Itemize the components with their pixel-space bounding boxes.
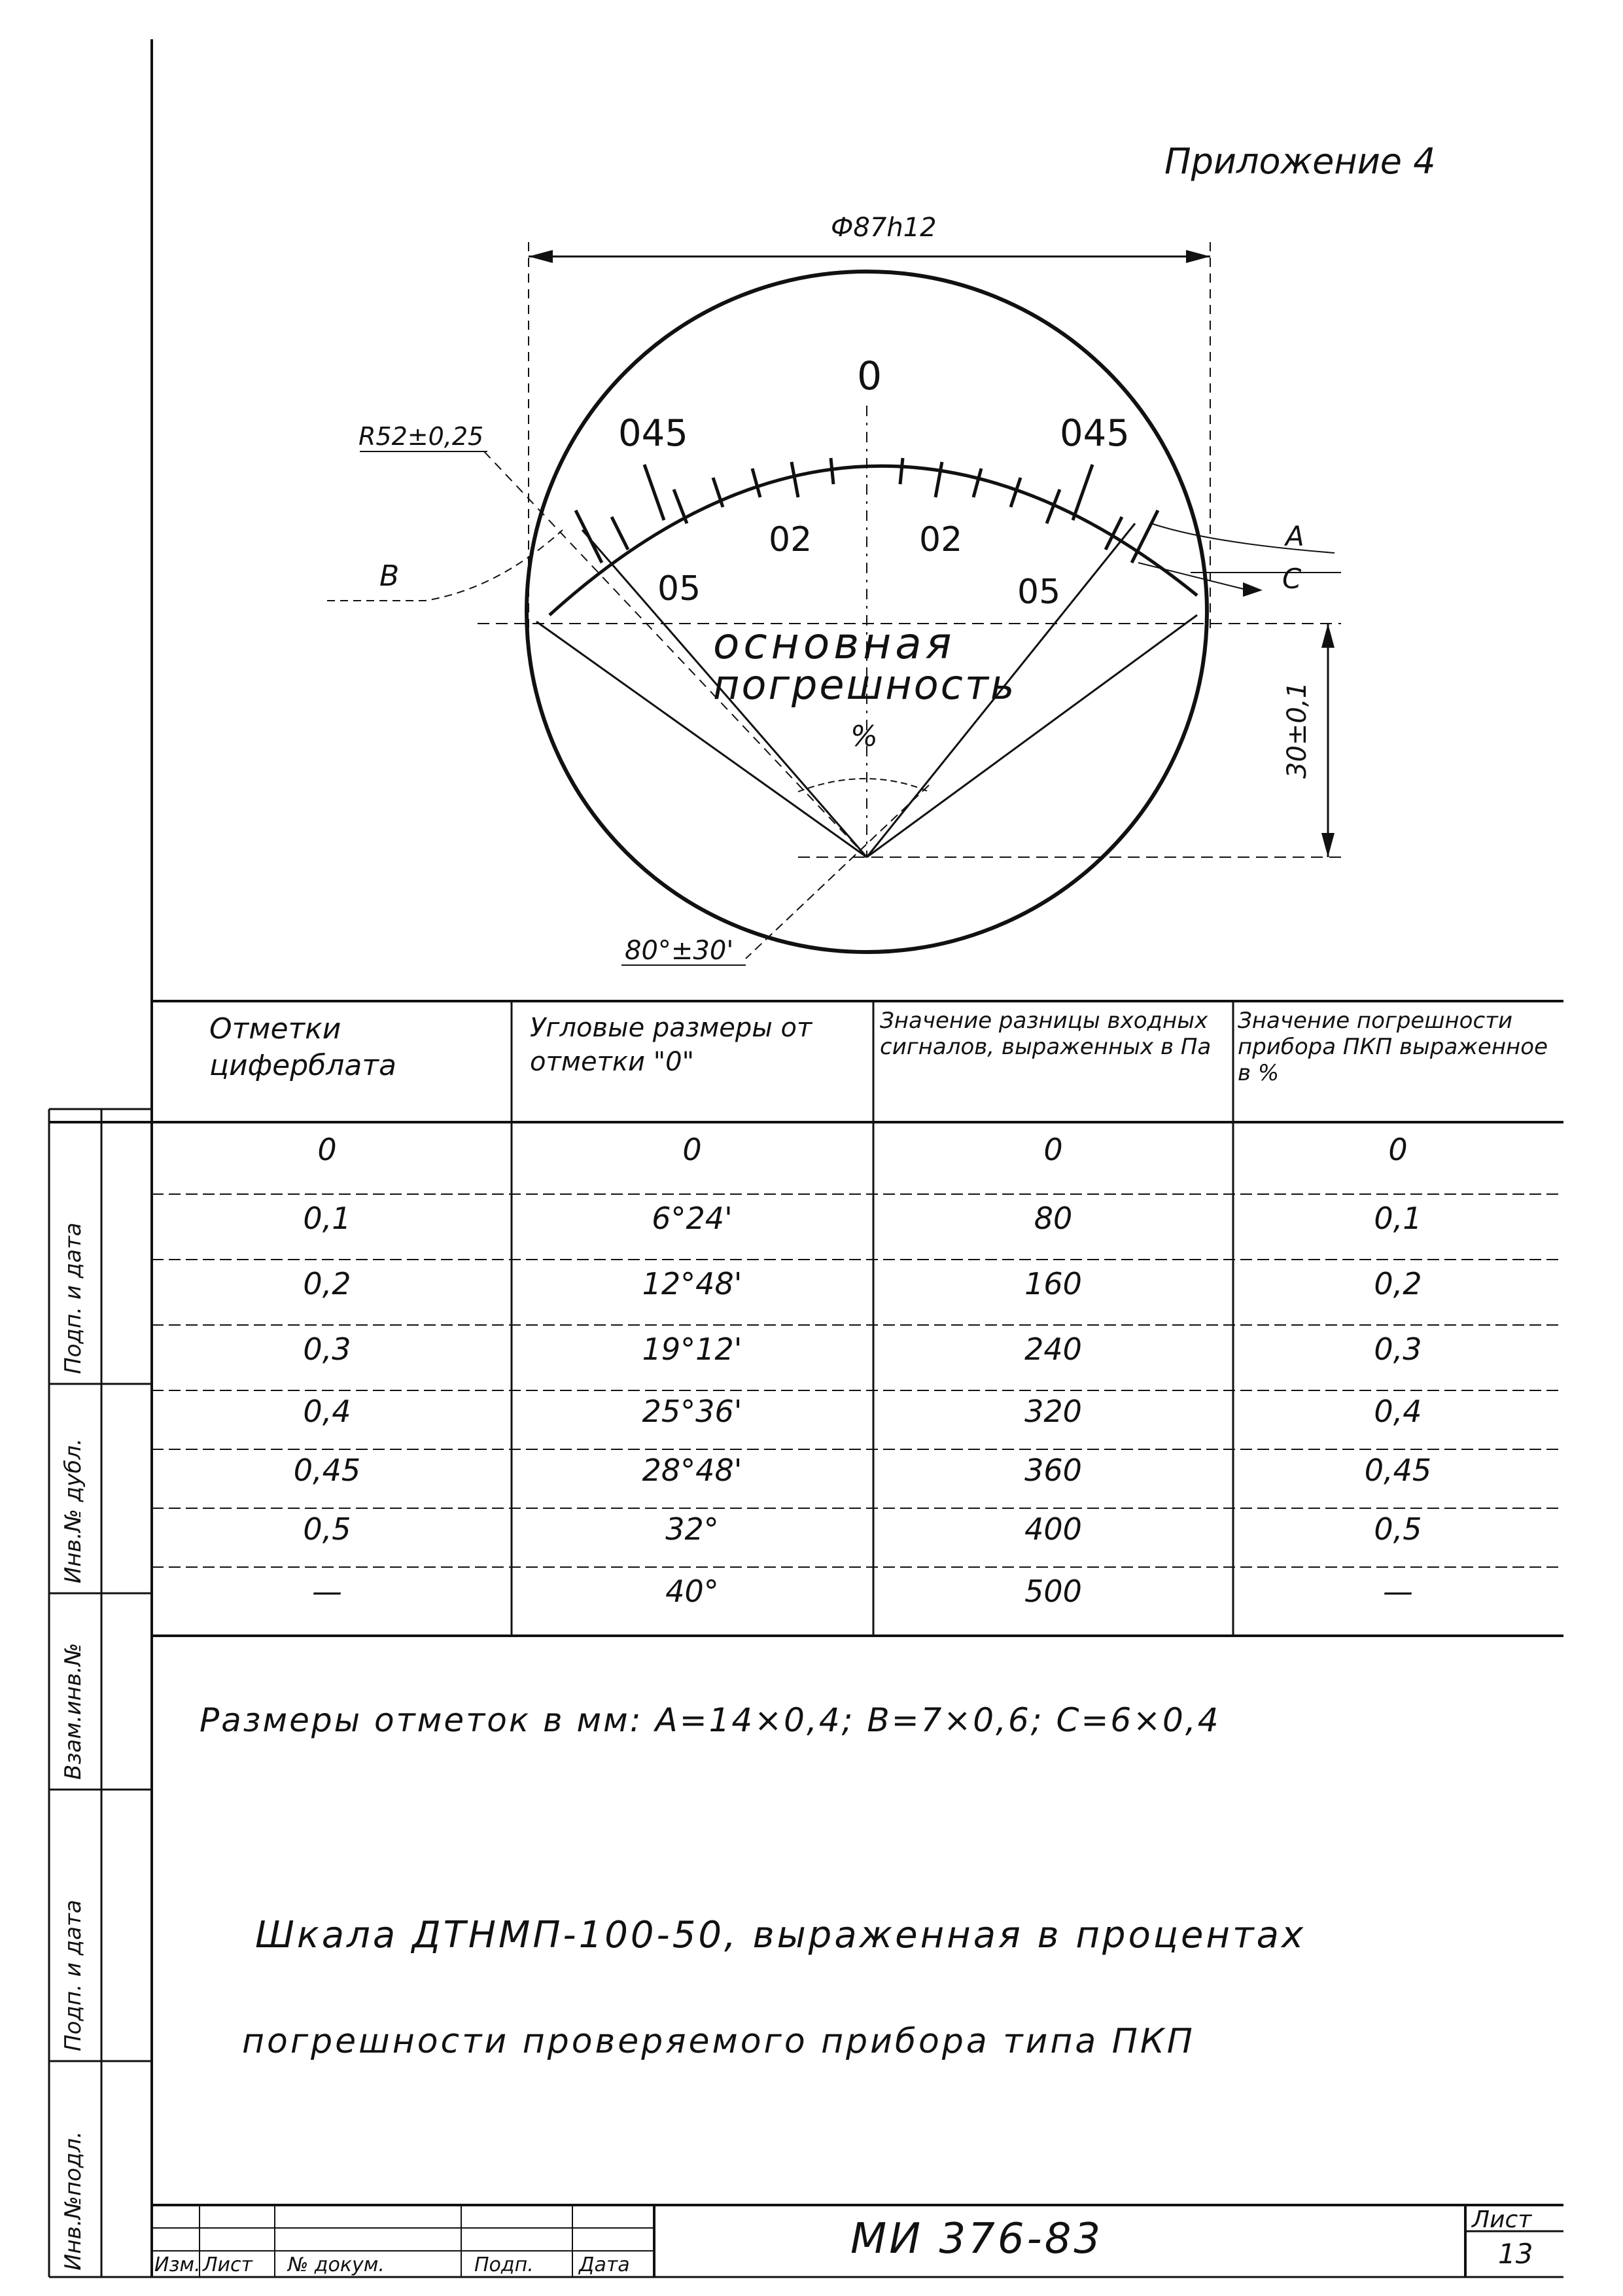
table-cell: 0,45: [1364, 1453, 1432, 1488]
scale-tick: [973, 468, 981, 497]
table-cell: 360: [1024, 1453, 1082, 1488]
scale-tick: [935, 462, 942, 497]
mark-c-leader: [1138, 563, 1243, 589]
table-cell: 0: [682, 1132, 702, 1167]
dial-main-text-line2: погрешность: [713, 661, 1017, 709]
table-cell: 0,3: [1374, 1332, 1422, 1367]
table-cell: 0,1: [1374, 1201, 1422, 1236]
dial-percent: %: [850, 720, 878, 753]
table-cell: 32°: [665, 1511, 719, 1547]
side-label-sign-date-2: Подп. и дата: [60, 1899, 86, 2051]
table-cell: 25°36': [642, 1394, 742, 1429]
table-cell: 240: [1024, 1332, 1082, 1367]
table-cell: 500: [1024, 1574, 1082, 1609]
dial-main-text-line1: основная: [713, 618, 956, 669]
mark-sizes-note: Размеры отметок в мм: A=14×0,4; B=7×0,6; C=6×0,4: [200, 1701, 1221, 1739]
scale-tick: [900, 458, 903, 484]
scale-tick: [792, 462, 798, 497]
table-cell: 0: [1043, 1132, 1063, 1167]
arrow-left: [529, 250, 553, 263]
mark-a-label: A: [1285, 520, 1304, 552]
scale-tick: [644, 465, 664, 520]
side-label-sign-date-1: Подп. и дата: [60, 1222, 86, 1374]
scale-tick: [612, 517, 628, 550]
table-cell: —: [1383, 1574, 1413, 1609]
scale-tick: [1073, 465, 1092, 520]
table-cell: 0,5: [1374, 1511, 1422, 1547]
document-number: МИ 376-83: [850, 2215, 1104, 2263]
table-cell: 0,2: [1374, 1266, 1422, 1301]
table-header-signals: Значение разницы входных сигналов, выраженных в Па: [880, 1008, 1212, 1060]
caption-line-2: погрешности проверяемого прибора типа ПКП: [242, 2022, 1195, 2061]
diameter-label: Ф87h12: [831, 213, 937, 243]
angle-leader: [746, 785, 929, 959]
mark-c-label: C: [1282, 563, 1302, 595]
table-cell: 0,4: [303, 1394, 351, 1429]
angle-arc: [798, 779, 929, 792]
scale-label-05-right: 05: [1017, 573, 1061, 612]
table-header-error: Значение погрешности прибора ПКП выраженное в %: [1238, 1008, 1548, 1086]
scale-label-05-left: 05: [657, 569, 701, 609]
table-cell: 80: [1034, 1201, 1073, 1236]
table-cell: 0,45: [293, 1453, 361, 1488]
angle-label: 80°±30': [625, 936, 734, 966]
mark-a-leader: [1151, 523, 1335, 553]
scale-label-02-left: 02: [769, 520, 812, 559]
table-cell: 40°: [665, 1574, 719, 1609]
tb-label-signature: Подп.: [474, 2253, 534, 2276]
table-cell: 0: [317, 1132, 337, 1167]
table-cell: 320: [1024, 1394, 1082, 1429]
tb-label-date: Дата: [579, 2253, 630, 2276]
table-cell: 28°48': [642, 1453, 742, 1488]
table-cell: 6°24': [652, 1201, 733, 1236]
zero-mark-label: 0: [857, 353, 882, 399]
table-cell: 0,1: [303, 1201, 351, 1236]
side-label-orig-inv: Инв.№подл.: [60, 2131, 86, 2270]
sheet-label: Лист: [1472, 2206, 1532, 2233]
table-cell: —: [312, 1574, 342, 1609]
side-label-dup-inv: Инв.№ дубл.: [60, 1438, 86, 1583]
height-dim-label: 30±0,1: [1282, 681, 1312, 779]
table-cell: 0,5: [303, 1511, 351, 1547]
table-header-angles: Угловые размеры от отметки "0": [530, 1013, 812, 1077]
scale-tick: [674, 489, 687, 523]
table-cell: 400: [1024, 1511, 1082, 1547]
mark-b-label: B: [379, 559, 400, 593]
tb-label-docnum: № докум.: [288, 2253, 385, 2276]
table-cell: 0,2: [303, 1266, 351, 1301]
table-cell: 0,3: [303, 1332, 351, 1367]
scale-label-02-right: 02: [919, 520, 963, 559]
side-label-repl-inv: Взам.инв.№: [60, 1642, 86, 1780]
scale-tick: [576, 510, 602, 563]
table-cell: 12°48': [642, 1266, 742, 1301]
tb-label-change: Изм.: [154, 2253, 201, 2276]
sheet-number: 13: [1498, 2238, 1533, 2270]
scale-label-045-right: 045: [1060, 412, 1130, 455]
table-cell: 160: [1024, 1266, 1082, 1301]
appendix-label: Приложение 4: [1164, 141, 1436, 182]
caption-line-1: Шкала ДТНМП-100-50, выраженная в процентах: [255, 1914, 1306, 1956]
table-cell: 19°12': [642, 1332, 742, 1367]
table-cell: 0: [1388, 1132, 1408, 1167]
scale-tick: [752, 468, 760, 497]
scale-arc: [550, 466, 1197, 615]
scale-tick: [831, 458, 833, 484]
scale-label-045-left: 045: [618, 412, 688, 455]
arrow-right: [1186, 250, 1210, 263]
table-cell: 0,4: [1374, 1394, 1422, 1429]
radius-label: R52±0,25: [358, 422, 484, 451]
mark-c-arrow: [1243, 582, 1263, 597]
height-arrow-top: [1321, 624, 1335, 648]
height-arrow-bottom: [1321, 833, 1335, 857]
tb-label-sheet: Лист: [203, 2253, 253, 2276]
table-header-marks: Отметки циферблата: [209, 1012, 396, 1082]
